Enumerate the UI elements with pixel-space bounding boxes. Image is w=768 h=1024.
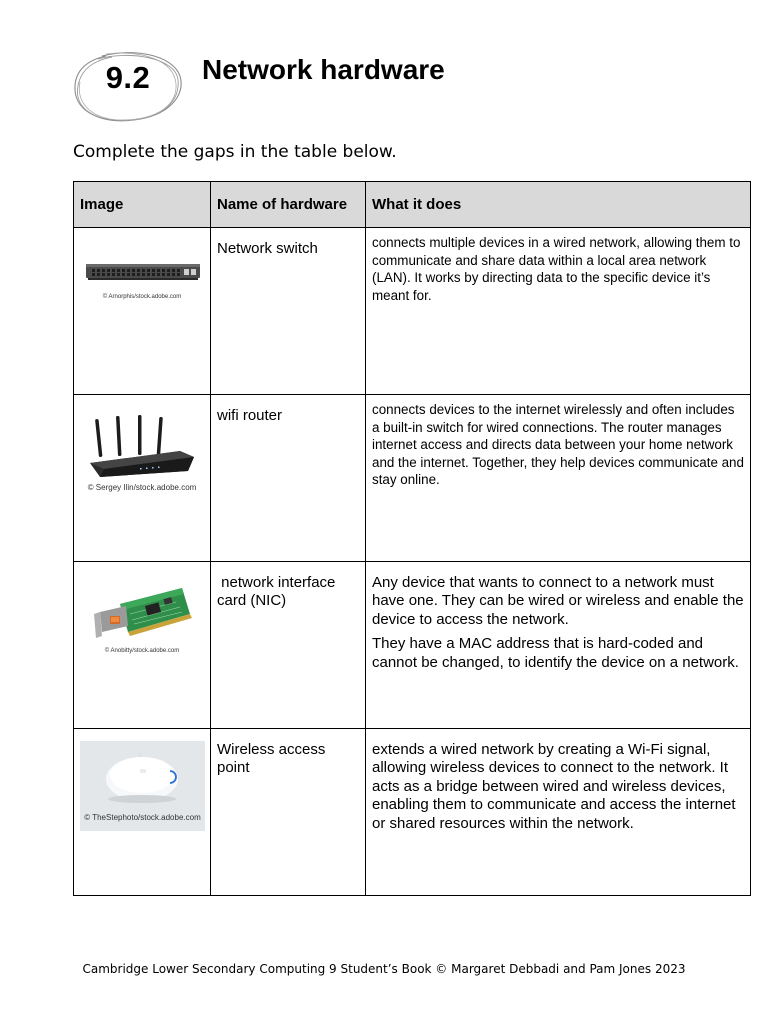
hardware-name: wifi router [211,395,366,562]
table-row [74,395,751,562]
access-point-image [80,741,205,831]
table-row [74,562,751,729]
table-row [74,729,751,896]
image-cell [74,395,211,562]
section-number: 9.2 [105,60,151,95]
hardware-name: network interface card (NIC) [211,562,366,729]
hardware-name: Network switch [211,228,366,395]
table-header-row [74,182,751,228]
access-point-icon [80,741,205,811]
hardware-description: extends a wired network by creating a Wi-Fi signal, allowing wireless devices to connect to the network. It acts as a bridge between wired and wireless devices, enabling them to communicate and access the internet or shared resources within the network. [366,729,751,896]
column-header-name: Name of hardware [211,182,366,228]
wifi-router-icon [80,413,204,485]
hardware-description [366,562,751,729]
image-cell [74,228,211,395]
network-switch-icon [80,238,204,298]
network-switch-image [80,238,204,324]
image-cell [74,562,211,729]
instruction-text: Complete the gaps in the table below. [73,142,397,162]
image-cell [74,729,211,896]
hardware-description: connects multiple devices in a wired network, allowing them to communicate and share data within a local area network (LAN). It works by directing data to the specific device it’s meant for. [366,228,751,395]
column-header-image: Image [74,182,211,228]
nic-image [80,574,204,660]
hardware-name: Wireless access point [211,729,366,896]
image-credit: © Arnorphis/stock.adobe.com [102,294,182,300]
image-credit: © Anobitty/stock.adobe.com [104,648,180,654]
image-credit: © Sergey Ilin/stock.adobe.com [87,483,197,492]
hardware-description: connects devices to the internet wirelessly and often includes a built-in switch for wired connections. The router manages internet access and directs data between your home network and the internet. Together, they help devices communicate and stay online. [366,395,751,562]
image-credit: © TheStephoto/stock.adobe.com [84,813,201,822]
section-badge [72,50,184,124]
column-header-description: What it does [366,182,751,228]
table-row [74,228,751,395]
page-title: Network hardware [202,54,445,85]
hardware-table [73,181,751,896]
network-card-icon [80,574,204,650]
wifi-router-image [80,413,204,499]
description-paragraph: Any device that wants to connect to a network must have one. They can be wired or wireless and enable the device to access the network. [372,574,744,628]
description-paragraph: They have a MAC address that is hard-coded and cannot be changed, to identify the device on a network. [372,635,739,671]
page-footer: Cambridge Lower Secondary Computing 9 Student’s Book © Margaret Debbadi and Pam Jones 2023 [82,962,686,976]
